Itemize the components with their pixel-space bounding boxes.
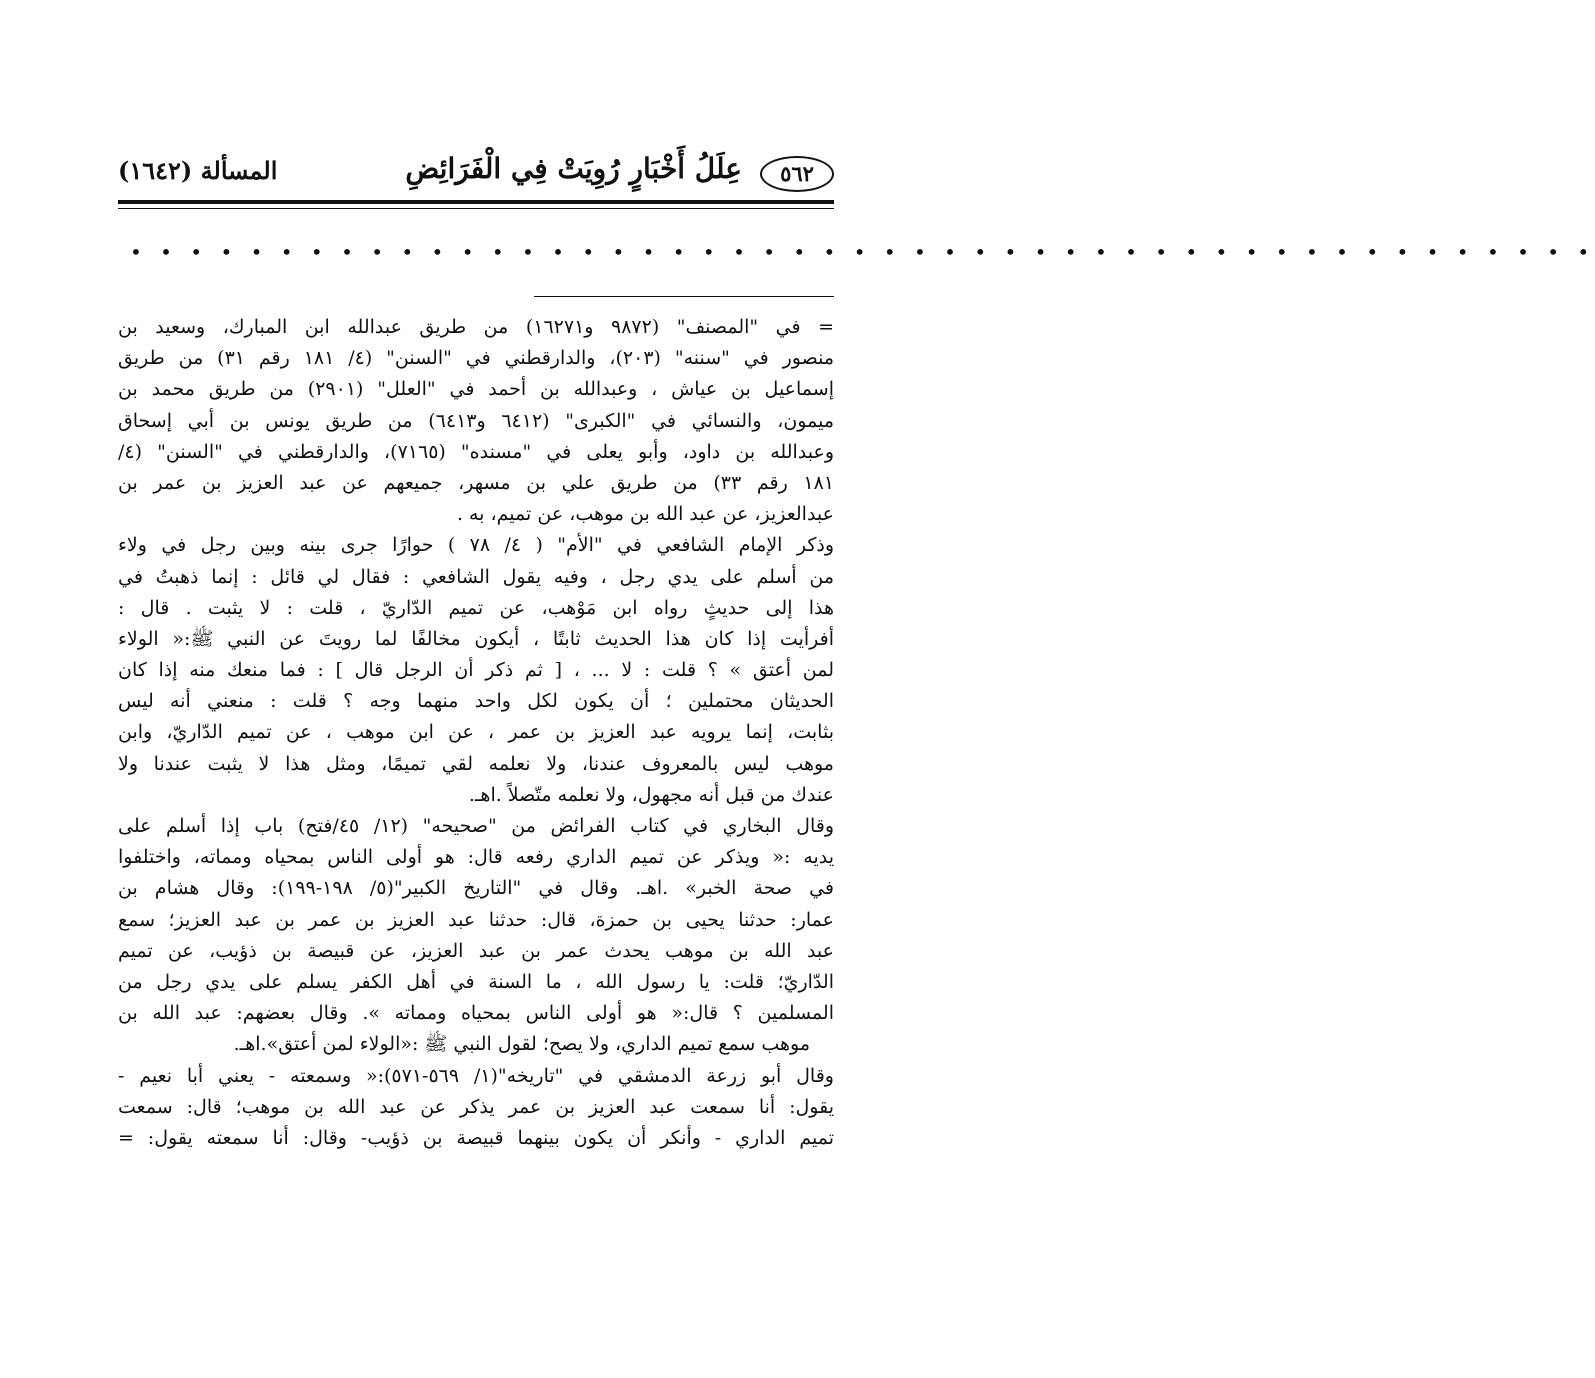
- book-title: عِلَلُ أَخْبَارٍ رُوِيَتْ فِي الْفَرَائِضِ: [405, 152, 742, 185]
- text-line: في صحة الخبر» .اهـ. وقال في "التاريخ الكبير"(٥/ ١٩٨-١٩٩): وقال هشام بن: [118, 877, 835, 900]
- text-line: تميم الداري - وأنكر أن يكون بينهما قبيصة بن ذؤيب- وقال: أنا سمعته يقول: =: [118, 1126, 834, 1149]
- text-line: عبدالعزيز، عن عبد الله بن موهب، عن تميم، به .: [456, 503, 834, 526]
- separator-dots: • • • • • • • • • • • • • • • • • • • • • • • • • • • • • • • • • • • • • • • • • • • • • • • • •: [130, 240, 1595, 264]
- text-line: وذكر الإمام الشافعي في "الأم" ( ٤/ ٧٨ ) حوارًا جرى بينه وبين رجل في ولاء: [118, 534, 835, 557]
- text-line: موهب ليس بالمعروف عندنا، ولا نعلمه لقي تميمًا، ومثل هذا لا يثبت عندنا ولا: [118, 752, 834, 775]
- text-line: ١٨١ رقم ٣٣) من طريق علي بن مسهر، جميعهم عن عبد العزيز بن عمر بن: [118, 471, 834, 494]
- text-line: لمن أعتق » ؟ قلت : لا ... ، [ ثم ذكر أن الرجل قال ] : فما منعك منه إذا كان: [118, 659, 834, 682]
- text-line: ميمون، والنسائي في "الكبرى" (٦٤١٢ و٦٤١٣) من طريق يونس بن أبي إسحاق: [118, 409, 834, 432]
- text-line: الحديثان محتملين ؛ أن يكون لكل واحد منهما وجه ؟ قلت : منعني أنه ليس: [118, 690, 834, 713]
- text-line: أفرأيت إذا كان هذا الحديث ثابتًا ، أيكون مخالفًا لما رويتَ عن النبي ﷺ:« الولاء: [118, 627, 834, 650]
- text-line: عبد الله بن موهب يحدث عمر بن عبد العزيز، عن قبيصة بن ذؤيب، عن تميم: [118, 939, 834, 962]
- text-line: عندك من قبل أنه مجهول، ولا نعلمه متّصلاً .اهـ.: [468, 783, 834, 806]
- issue-label: المسألة (١٦٤٢): [118, 156, 278, 185]
- text-line: بثابت، إنما يرويه عبد العزيز بن عمر ، عن ابن موهب ، عن تميم الدّاريّ، وابن: [118, 721, 834, 744]
- header-rule-thin: [118, 208, 834, 209]
- text-line: إسماعيل بن عياش ، وعبدالله بن أحمد في "العلل" (٢٩٠١) من طريق محمد بن: [118, 378, 834, 401]
- text-line: من أسلم على يدي رجل ، وفيه يقول الشافعي : فقال لي قائل : إنما ذهبتُ في: [118, 565, 834, 588]
- footnote-body: [118, 312, 834, 1154]
- text-line: عمار: حدثنا يحيى بن حمزة، قال: حدثنا عبد العزيز بن عمر بن عبد العزيز؛ سمع: [118, 908, 834, 931]
- text-line: وعبدالله بن داود، وأبو يعلى في "مسنده" (٧١٦٥)، والدارقطني في "السنن" (٤/: [118, 440, 834, 463]
- text-line: هذا إلى حديثٍ رواه ابن مَوْهب، عن تميم الدّاريّ ، قلت : لا يثبت . قال :: [118, 596, 834, 619]
- footnote-rule: [534, 296, 834, 297]
- header-rule-thick: [118, 200, 834, 204]
- text-line: = في "المصنف" (٩٨٧٢ و١٦٢٧١) من طريق عبدالله ابن المبارك، وسعيد بن: [118, 316, 835, 338]
- text-line: المسلمين ؟ قال:« هو أولى الناس بمحياه ومماته ». وقال بعضهم: عبد الله بن: [118, 1002, 834, 1025]
- text-line: منصور في "سننه" (٢٠٣)، والدارقطني في "السنن" (٤/ ١٨١ رقم ٣١) من طريق: [118, 347, 834, 370]
- text-line: الدّاريّ؛ قلت: يا رسول الله ، ما السنة في أهل الكفر يسلم على يدي رجل من: [118, 970, 834, 993]
- page-header: [118, 150, 834, 194]
- text-line: موهب سمع تميم الداري، ولا يصح؛ لقول النبي ﷺ :«الولاء لمن أعتق».اهـ.: [233, 1033, 810, 1056]
- text-line: وقال البخاري في كتاب الفرائض من "صحيحه" (١٢/ ٤٥/فتح) باب إذا أسلم على: [118, 815, 834, 837]
- page-number: ٥٦٢: [760, 156, 834, 192]
- text-line: يديه :« ويذكر عن تميم الداري رفعه قال: هو أولى الناس بمحياه ومماته، واختلفوا: [118, 846, 834, 869]
- text-line: يقول: أنا سمعت عبد العزيز بن عمر يذكر عن عبد الله بن موهب؛ قال: سمعت: [118, 1095, 834, 1118]
- text-line: وقال أبو زرعة الدمشقي في "تاريخه"(١/ ٥٦٩-٥٧١):« وسمعته - يعني أبا نعيم -: [118, 1064, 834, 1087]
